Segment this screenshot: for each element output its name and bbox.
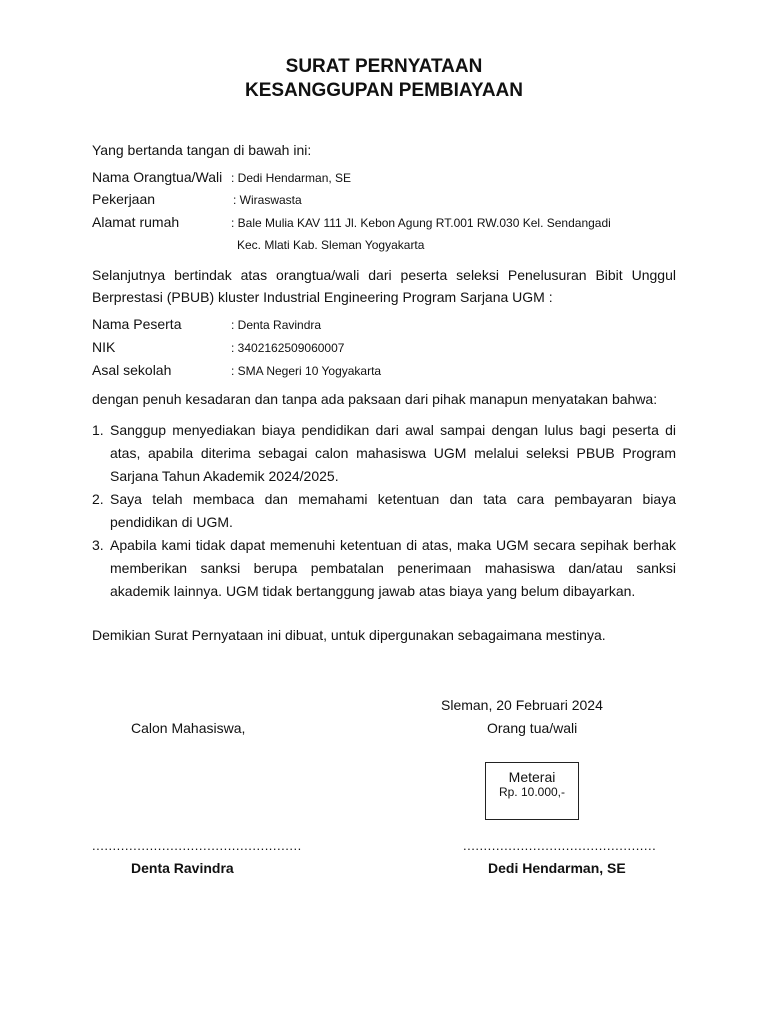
guardian-address-label: Alamat rumah <box>92 214 180 230</box>
participant-name-value: : Denta Ravindra <box>231 318 322 332</box>
document-title-line-1: SURAT PERNYATAAN <box>285 56 483 77</box>
guardian-address-value-line-1: : Bale Mulia KAV 111 Jl. Kebon Agung RT.001 RW.030 Kel. Sendangadi <box>231 216 611 230</box>
point-line: Apabila kami tidak dapat memenuhi ketentuan di atas, maka UGM secara sepihak berhak <box>110 537 676 553</box>
participant-nik-value: : 3402162509060007 <box>231 341 345 355</box>
intro-text: Yang bertanda tangan di bawah ini: <box>92 142 312 158</box>
closing-sentence: Demikian Surat Pernyataan ini dibuat, untuk dipergunakan sebagaimana mestinya. <box>92 627 606 643</box>
point-number: 1. <box>92 422 104 438</box>
stamp-amount: Rp. 10.000,- <box>498 785 566 799</box>
point-number: 3. <box>92 537 104 553</box>
point-line: memberikan sanksi berupa pembatalan penerimaan mahasiswa dan/atau sanksi <box>110 560 676 576</box>
student-name: Denta Ravindra <box>131 860 234 876</box>
guardian-job-value: : Wiraswasta <box>233 193 302 207</box>
point-number: 2. <box>92 491 104 507</box>
student-signature-line: ................................................... <box>92 838 302 853</box>
point-line: Sanggup menyediakan biaya pendidikan dari awal sampai dengan lulus bagi peserta di <box>110 422 676 438</box>
guardian-role-label: Orang tua/wali <box>487 720 578 736</box>
guardian-name: Dedi Hendarman, SE <box>488 860 626 876</box>
point-line: atas, apabila diterima sebagai calon mahasiswa UGM melalui seleksi PBUB Program <box>110 445 676 461</box>
participant-school-label: Asal sekolah <box>92 362 172 378</box>
continuation-paragraph-line-1: Selanjutnya bertindak atas orangtua/wali dari peserta seleksi Penelusuran Bibit Unggul <box>92 267 676 283</box>
guardian-signature-line: ............................................... <box>463 838 657 853</box>
place-date: Sleman, 20 Februari 2024 <box>441 697 603 713</box>
statement-intro: dengan penuh kesadaran dan tanpa ada paksaan dari pihak manapun menyatakan bahwa: <box>92 391 658 407</box>
guardian-job-label: Pekerjaan <box>92 191 156 207</box>
guardian-name-value: : Dedi Hendarman, SE <box>231 171 352 185</box>
stamp-duty-box <box>485 762 579 820</box>
point-line: Sarjana Tahun Akademik 2024/2025. <box>110 468 339 484</box>
continuation-paragraph <box>92 264 676 308</box>
student-role-label: Calon Mahasiswa, <box>131 720 246 736</box>
point-line: Saya telah membaca dan memahami ketentuan dan tata cara pembayaran biaya <box>110 491 676 507</box>
point-line: pendidikan di UGM. <box>110 514 233 530</box>
guardian-address-value-line-2: Kec. Mlati Kab. Sleman Yogyakarta <box>237 238 425 252</box>
participant-school-value: : SMA Negeri 10 Yogyakarta <box>231 364 382 378</box>
point-line: akademik lainnya. UGM tidak bertanggung jawab atas biaya yang belum dibayarkan. <box>110 583 636 599</box>
participant-name-label: Nama Peserta <box>92 316 182 332</box>
document-title-line-2: KESANGGUPAN PEMBIAYAAN <box>244 80 523 101</box>
stamp-label: Meterai <box>508 769 556 785</box>
guardian-name-label: Nama Orangtua/Wali <box>92 169 223 185</box>
continuation-paragraph-line-2: Berprestasi (PBUB) kluster Industrial Engineering Program Sarjana UGM : <box>92 289 553 305</box>
participant-nik-label: NIK <box>92 339 116 355</box>
